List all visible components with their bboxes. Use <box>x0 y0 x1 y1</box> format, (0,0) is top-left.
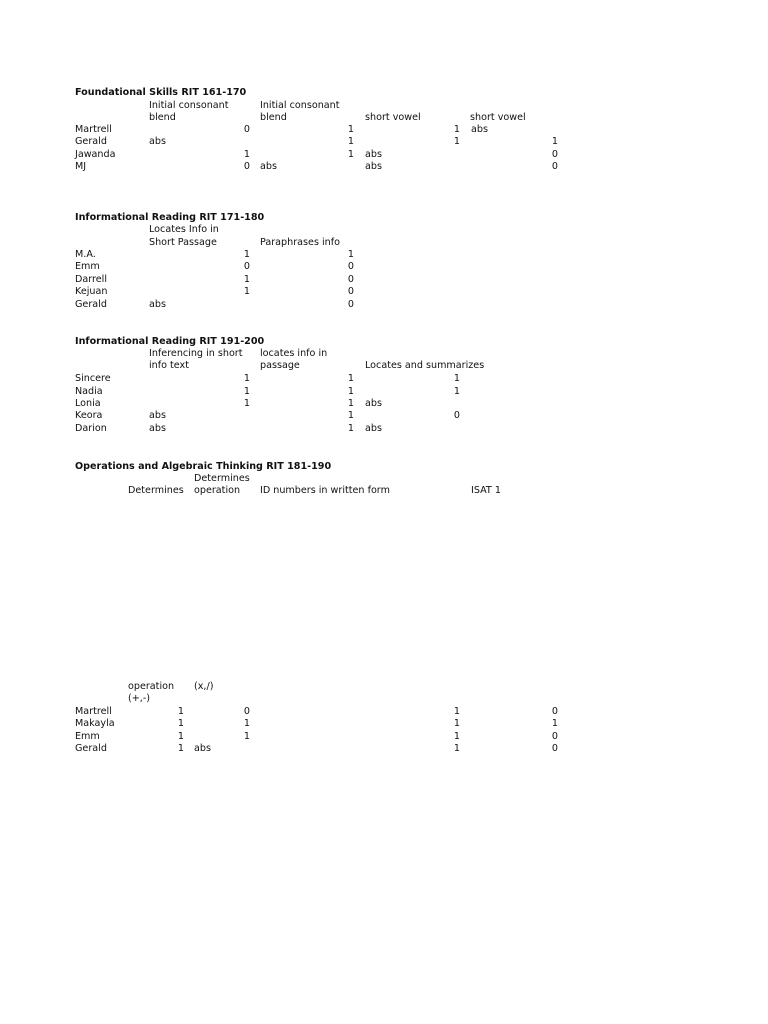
score-cell: 1 <box>177 718 184 729</box>
section-title-foundational-skills: Foundational Skills RIT 161-170 <box>75 87 247 98</box>
student-name: Martrell <box>75 124 112 135</box>
student-name: Kejuan <box>75 286 108 297</box>
column-header: short vowel <box>470 112 526 123</box>
student-name: Darion <box>75 423 107 434</box>
score-cell: 1 <box>453 706 460 717</box>
student-name: Nadia <box>75 386 103 397</box>
score-cell: 0 <box>551 149 558 160</box>
score-cell: 1 <box>453 373 460 384</box>
student-name: Makayla <box>75 718 115 729</box>
score-cell: 0 <box>551 731 558 742</box>
score-cell: abs <box>149 423 166 434</box>
student-name: Jawanda <box>75 149 116 160</box>
score-cell: 1 <box>453 136 460 147</box>
column-header: info text <box>149 360 189 371</box>
section-title-operations-algebraic-thinking: Operations and Algebraic Thinking RIT 181-190 <box>75 461 332 472</box>
score-cell: 0 <box>347 299 354 310</box>
score-cell: 0 <box>243 161 250 172</box>
score-cell: abs <box>471 124 488 135</box>
score-cell: 1 <box>453 743 460 754</box>
score-cell: 1 <box>347 249 354 260</box>
student-name: M.A. <box>75 249 96 260</box>
score-cell: 0 <box>243 124 250 135</box>
score-cell: 1 <box>347 386 354 397</box>
column-header: passage <box>260 360 300 371</box>
score-cell: 0 <box>453 410 460 421</box>
score-cell: 1 <box>347 373 354 384</box>
student-name: Emm <box>75 731 100 742</box>
score-cell: 1 <box>177 731 184 742</box>
column-header: operation <box>128 681 175 692</box>
score-cell: 1 <box>243 373 250 384</box>
score-cell: 1 <box>551 718 558 729</box>
score-cell: abs <box>365 149 382 160</box>
column-header: ID numbers in written form <box>260 485 390 496</box>
score-cell: 1 <box>243 398 250 409</box>
student-name: Lonia <box>75 398 101 409</box>
score-cell: abs <box>149 299 166 310</box>
score-cell: 0 <box>551 161 558 172</box>
student-name: Emm <box>75 261 100 272</box>
score-cell: 1 <box>243 718 250 729</box>
score-cell: 1 <box>453 124 460 135</box>
score-cell: 0 <box>551 706 558 717</box>
student-name: Gerald <box>75 299 107 310</box>
score-cell: 1 <box>347 136 354 147</box>
score-cell: abs <box>365 423 382 434</box>
score-cell: 0 <box>347 286 354 297</box>
column-header: Determines <box>128 485 184 496</box>
student-name: Keora <box>75 410 103 421</box>
column-header: Initial consonant <box>149 100 229 111</box>
score-cell: 1 <box>347 423 354 434</box>
student-name: Gerald <box>75 136 107 147</box>
score-cell: 1 <box>347 149 354 160</box>
score-cell: abs <box>365 161 382 172</box>
student-name: Sincere <box>75 373 111 384</box>
score-cell: 1 <box>243 386 250 397</box>
column-header: Locates Info in <box>149 224 219 235</box>
column-header: Short Passage <box>149 237 217 248</box>
score-cell: abs <box>149 410 166 421</box>
score-cell: 1 <box>243 731 250 742</box>
column-header: short vowel <box>365 112 421 123</box>
score-cell: abs <box>260 161 277 172</box>
score-cell: 0 <box>551 743 558 754</box>
column-header: blend <box>149 112 176 123</box>
score-cell: 1 <box>243 149 250 160</box>
column-header: Initial consonant <box>260 100 340 111</box>
score-cell: 0 <box>347 274 354 285</box>
student-name: Gerald <box>75 743 107 754</box>
score-cell: 1 <box>347 410 354 421</box>
column-header: Locates and summarizes <box>365 360 485 371</box>
score-cell: abs <box>365 398 382 409</box>
score-cell: 0 <box>347 261 354 272</box>
column-header: (+,-) <box>128 693 151 704</box>
student-name: MJ <box>75 161 87 172</box>
score-cell: 1 <box>177 743 184 754</box>
section-title-informational-reading-171-180: Informational Reading RIT 171-180 <box>75 212 265 223</box>
score-cell: 1 <box>243 249 250 260</box>
column-header: blend <box>260 112 287 123</box>
score-cell: 1 <box>453 386 460 397</box>
score-cell: 1 <box>453 731 460 742</box>
column-header: locates info in <box>260 348 328 359</box>
score-cell: abs <box>149 136 166 147</box>
column-header: ISAT 1 <box>471 485 501 496</box>
score-cell: 1 <box>347 124 354 135</box>
section-title-informational-reading-191-200: Informational Reading RIT 191-200 <box>75 336 265 347</box>
score-cell: 1 <box>243 274 250 285</box>
student-name: Darrell <box>75 274 108 285</box>
score-cell: 1 <box>347 398 354 409</box>
column-header: (x,/) <box>194 681 214 692</box>
score-cell: 0 <box>243 706 250 717</box>
student-name: Martrell <box>75 706 112 717</box>
column-header: Determines <box>194 473 250 484</box>
score-cell: 1 <box>177 706 184 717</box>
score-cell: abs <box>194 743 211 754</box>
score-cell: 0 <box>243 261 250 272</box>
column-header: Paraphrases info <box>260 237 340 248</box>
score-cell: 1 <box>551 136 558 147</box>
column-header: operation <box>194 485 241 496</box>
score-cell: 1 <box>243 286 250 297</box>
column-header: Inferencing in short <box>149 348 243 359</box>
score-cell: 1 <box>453 718 460 729</box>
